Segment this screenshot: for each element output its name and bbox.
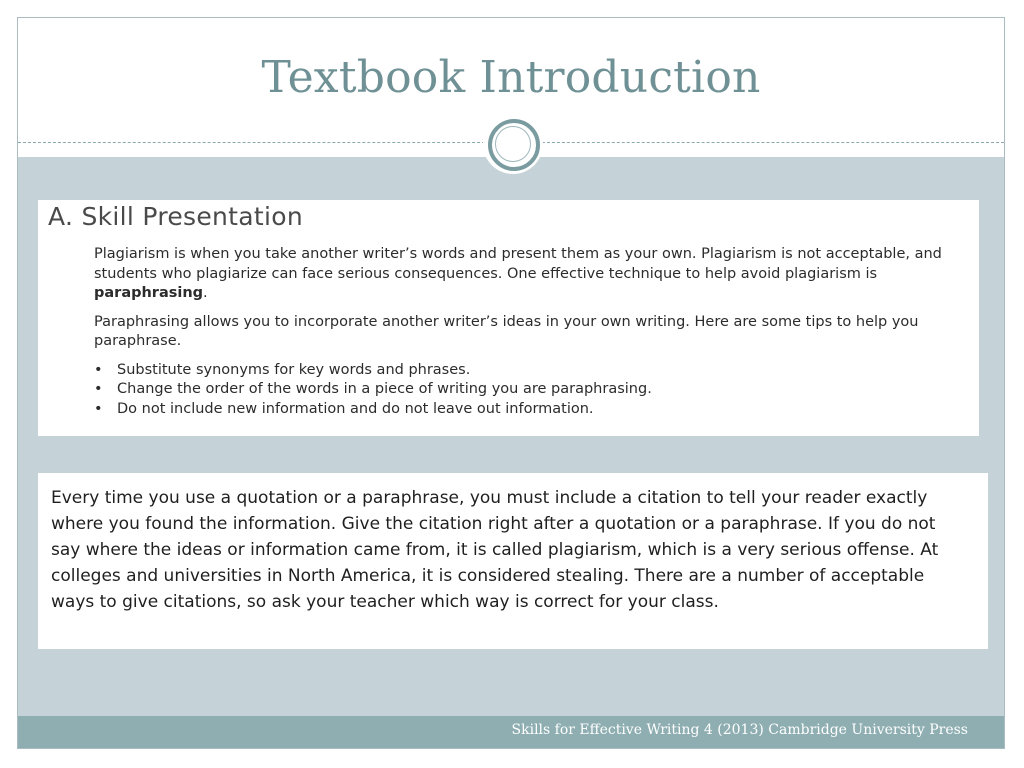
- tip-text: Do not include new information and do not leave out information.: [117, 400, 594, 417]
- excerpt-heading: A. Skill Presentation: [48, 202, 303, 231]
- footer-bar: [18, 716, 1004, 749]
- textbook-excerpt-image: [38, 200, 979, 436]
- bullet-icon: •: [94, 400, 103, 417]
- slide-title: Textbook Introduction: [261, 52, 761, 103]
- footer-source-text: Skills for Effective Writing 4 (2013) Cambridge University Press: [511, 722, 968, 738]
- bullet-icon: •: [94, 361, 103, 378]
- excerpt-bold-term: paraphrasing: [94, 285, 204, 301]
- tip-text: Change the order of the words in a piece of writing you are paraphrasing.: [117, 381, 652, 397]
- excerpt-paragraph-1: [94, 245, 954, 304]
- slide: [17, 17, 1005, 749]
- excerpt-paragraph-1-end: .: [203, 285, 208, 301]
- tip-text: Substitute synonyms for key words and phrases.: [117, 361, 471, 378]
- tips-list: [94, 361, 979, 420]
- list-item: [94, 380, 979, 400]
- excerpt-paragraph-2: Paraphrasing allows you to incorporate another writer’s ideas in your own writing. Here are some tips to help you paraphrase.: [94, 313, 919, 349]
- list-item: [94, 361, 979, 381]
- list-item: [94, 400, 979, 420]
- excerpt-paragraph-1-text: Plagiarism is when you take another writer’s words and present them as your own. Plagiarism is not acceptable, and students who plagiarize can face serious consequences. One effective technique to help avoid plagiarism is: [94, 246, 942, 282]
- citation-excerpt-image: [38, 473, 988, 649]
- citation-text: Every time you use a quotation or a paraphrase, you must include a citation to tell your reader exactly where you found the information. Give the citation right after a quotation or a paraphrase. If you do not say where the ideas or information came from, it is called plagiarism, which is a very serious offense. At colleges and universities in North America, it is considered stealing. There are a number of acceptable ways to give citations, so ask your teacher which way is correct for your class.: [51, 488, 939, 612]
- bullet-icon: •: [94, 381, 103, 397]
- divider-inner-ring-icon: [495, 126, 531, 162]
